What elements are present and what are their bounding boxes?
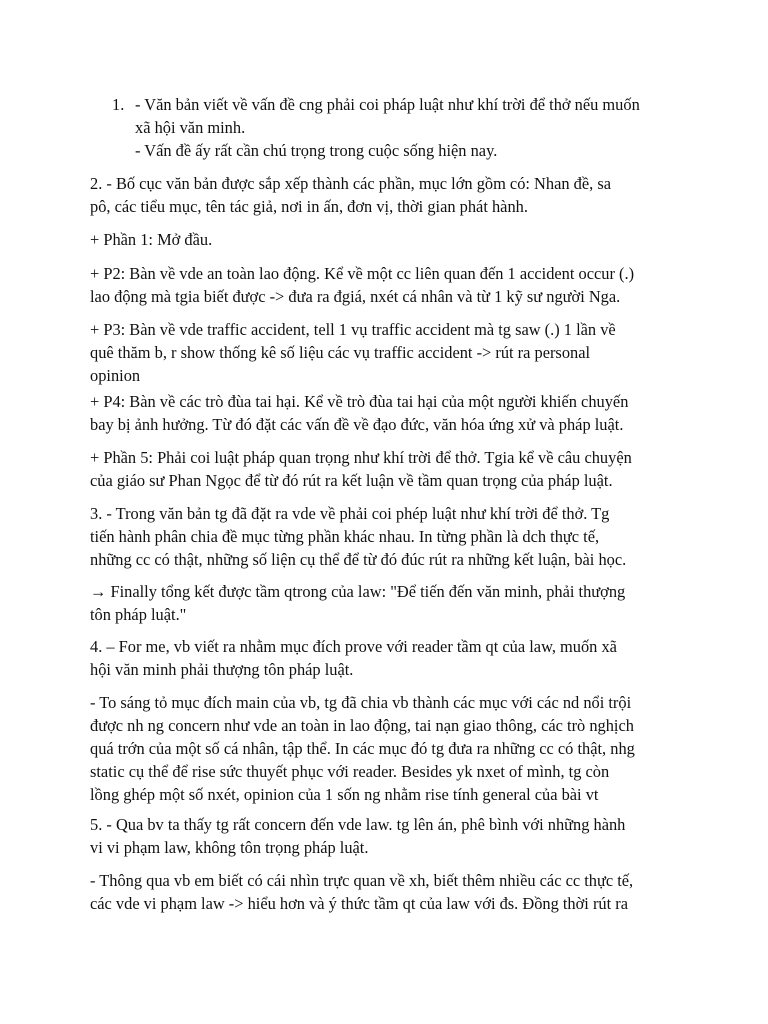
paragraph-structure bbox=[90, 172, 690, 218]
paragraph-finally bbox=[90, 580, 690, 626]
paragraph-4-detail bbox=[90, 691, 690, 806]
text-line: những cc có thật, những số liện cụ thể để từ đó đúc rút ra những kết luận, bài học. bbox=[90, 550, 627, 569]
paragraph-part-5 bbox=[90, 446, 690, 492]
text-line: - Vấn đề ấy rất cần chú trọng trong cuộc sống hiện nay. bbox=[135, 141, 498, 160]
text-line: lồng ghép một số nxét, opinion của 1 sốn ng nhằm rise tính general của bài vt bbox=[90, 785, 599, 804]
text-line: hội văn minh phải thượng tôn pháp luật. bbox=[90, 660, 354, 679]
paragraph-4 bbox=[90, 635, 690, 681]
list-number: 1. bbox=[112, 95, 125, 114]
paragraph-part-4 bbox=[90, 390, 690, 436]
text-line bbox=[90, 93, 690, 116]
text-line: lao động mà tgia biết được -> đưa ra đgiá, nxét cá nhân và từ 1 kỹ sư người Nga. bbox=[90, 287, 621, 306]
text-line: của giáo sư Phan Ngọc để từ đó rút ra kết luận về tầm quan trọng của pháp luật. bbox=[90, 471, 613, 490]
text-line: 5. - Qua bv ta thấy tg rất concern đến vde law. tg lên án, phê bình với những hành bbox=[90, 815, 626, 834]
text-line: static cụ thể để rise sức thuyết phục với reader. Besides yk nxet of mình, tg còn bbox=[90, 762, 610, 781]
text-line-content: - Văn bản viết về vấn đề cng phải coi pháp luật như khí trời để thở nếu muốn bbox=[135, 95, 640, 114]
paragraph-3 bbox=[90, 502, 690, 571]
text-line: - Thông qua vb em biết có cái nhìn trực quan về xh, biết thêm nhiều các cc thực tế, bbox=[90, 871, 634, 890]
text-line: vi vi phạm law, không tôn trọng pháp luật. bbox=[90, 838, 369, 857]
text-line: + Phần 1: Mở đầu. bbox=[90, 230, 213, 249]
text-line: opinion bbox=[90, 366, 141, 385]
text-line: bay bị ảnh hưởng. Từ đó đặt các vấn đề về đạo đức, văn hóa ứng xử và pháp luật. bbox=[90, 415, 624, 434]
paragraph-part-3 bbox=[90, 318, 690, 387]
text-line: → Finally tổng kết được tầm qtrong của law: "Để tiến đến văn minh, phải thượng bbox=[90, 582, 626, 601]
text-line: pô, các tiểu mục, tên tác giả, nơi in ấn, đơn vị, thời gian phát hành. bbox=[90, 197, 528, 216]
paragraph-part-1 bbox=[90, 228, 690, 251]
text-line: các vde vi phạm law -> hiểu hơn và ý thức tầm qt của law với đs. Đồng thời rút ra bbox=[90, 894, 628, 913]
list-item-1 bbox=[90, 93, 690, 162]
text-line: + P2: Bàn về vde an toàn lao động. Kể về một cc liên quan đến 1 accident occur (.) bbox=[90, 264, 635, 283]
text-line: xã hội văn minh. bbox=[135, 118, 246, 137]
text-line: quá trớn của một số cá nhân, tập thể. In các mục đó tg đưa ra những cc có thật, nhg bbox=[90, 739, 635, 758]
text-line: 3. - Trong văn bản tg đã đặt ra vde về phải coi phép luật như khí trời để thở. Tg bbox=[90, 504, 610, 523]
text-line: quê thăm b, r show thống kê số liệu các vụ traffic accident -> rút ra personal bbox=[90, 343, 591, 362]
text-line: tôn pháp luật." bbox=[90, 605, 187, 624]
text-line: + P4: Bàn về các trò đùa tai hại. Kể về trò đùa tai hại của một người khiến chuyến bbox=[90, 392, 629, 411]
text-line: được nh ng concern như vde an toàn in lao động, tai nạn giao thông, các trò nghịch bbox=[90, 716, 634, 735]
text-line: + P3: Bàn về vde traffic accident, tell 1 vụ traffic accident mà tg saw (.) 1 lần về bbox=[90, 320, 616, 339]
text-line: + Phần 5: Phải coi luật pháp quan trọng như khí trời để thở. Tgia kể về câu chuyện bbox=[90, 448, 632, 467]
text-line: 2. - Bố cục văn bản được sắp xếp thành các phần, mục lớn gồm có: Nhan đề, sa bbox=[90, 174, 611, 193]
paragraph-5 bbox=[90, 813, 690, 859]
text-line: 4. – For me, vb viết ra nhằm mục đích prove với reader tầm qt của law, muốn xã bbox=[90, 637, 617, 656]
paragraph-part-2 bbox=[90, 262, 690, 308]
text-line: tiến hành phân chia đề mục từng phần khác nhau. In từng phần là dch thực tế, bbox=[90, 527, 600, 546]
paragraph-5-detail bbox=[90, 869, 690, 915]
text-line: - To sáng tỏ mục đích main của vb, tg đã chia vb thành các mục với các nd nổi trội bbox=[90, 693, 632, 712]
